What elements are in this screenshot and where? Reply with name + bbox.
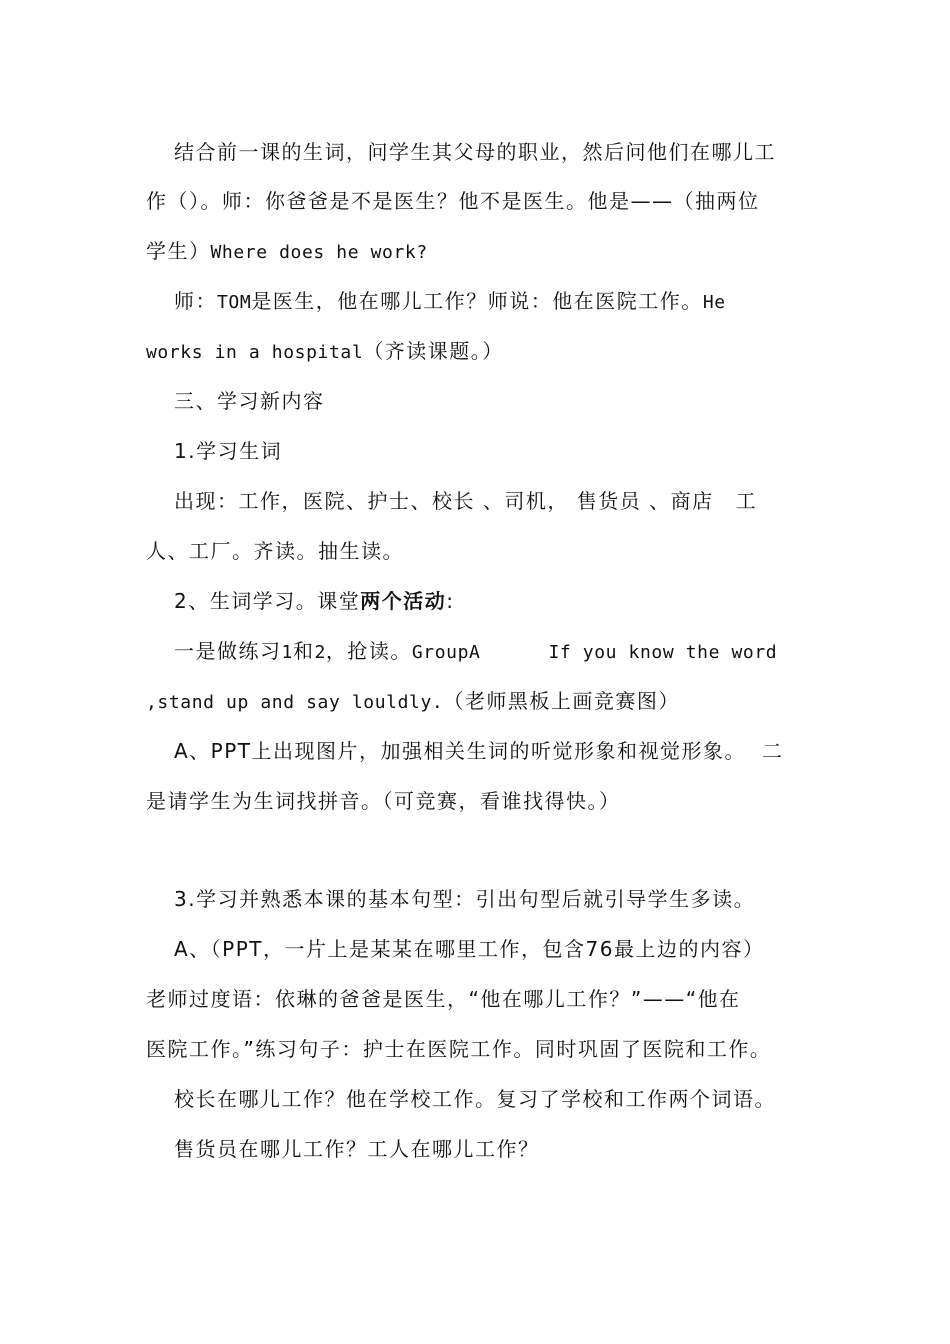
paragraph-6-line-2 xyxy=(146,983,808,1015)
english-text: GroupA xyxy=(411,642,481,663)
text: 一是做练习 xyxy=(174,639,282,663)
paragraph-1-line-2 xyxy=(146,185,808,217)
english-text: TOM xyxy=(217,292,252,313)
text: 上出现图片，加强相关生词的听觉形象和视觉形象。 xyxy=(251,739,747,763)
paragraph-5-line-1 xyxy=(174,735,836,767)
text: 二 xyxy=(762,739,784,763)
english-text: 1 xyxy=(281,642,293,663)
text: （老师黑板上画竞赛图） xyxy=(443,689,680,713)
english-text: ,stand up and say louldly. xyxy=(146,692,444,713)
paragraph-7 xyxy=(174,1083,836,1115)
english-text: works in a hospital xyxy=(146,342,364,363)
paragraph-6-line-1 xyxy=(174,933,836,965)
paragraph-5-line-2 xyxy=(146,785,808,817)
item-2-heading xyxy=(174,585,836,617)
text: 医院工作。”练习句子：护士在医院工作。同时巩固了医院和工作。 xyxy=(146,1037,772,1061)
text: 作（）。师：你爸爸是不是医生？他不是医生。他是——（抽两位 xyxy=(146,189,760,213)
paragraph-4-line-1 xyxy=(174,635,836,667)
emphasis-text: 两个活动 xyxy=(360,589,447,613)
paragraph-6-line-3 xyxy=(146,1033,808,1065)
item-3-heading xyxy=(174,883,836,915)
text: ，抢读。 xyxy=(325,639,412,663)
text: （齐读课题。） xyxy=(363,339,504,363)
section-heading-3 xyxy=(174,385,836,417)
paragraph-2-line-2 xyxy=(146,335,808,367)
text: 工 xyxy=(735,489,758,513)
english-text: Where does he work? xyxy=(210,242,428,263)
english-text: He xyxy=(702,292,726,313)
paragraph-1-line-3 xyxy=(146,235,808,267)
text: 是请学生为生词找拼音。（可竞赛，看谁找得快。） xyxy=(146,789,621,813)
text: 出现：工作，医院、护士、校长 、司机， 售货员 、商店 xyxy=(174,489,714,513)
text: 校长在哪儿工作？他在学校工作。复习了学校和工作两个词语。 xyxy=(174,1087,776,1111)
text: 3.学习并熟悉本课的基本句型：引出句型后就引导学生多读。 xyxy=(174,887,756,911)
item-1-heading xyxy=(174,435,836,467)
text: 人、工厂。齐读。抽生读。 xyxy=(146,539,404,563)
text: 三、学习新内容 xyxy=(174,389,325,413)
text: : xyxy=(446,589,455,613)
text: 结合前一课的生词，问学生其父母的职业，然后问他们在哪儿工 xyxy=(174,140,776,164)
text: 2、生词学习。课堂 xyxy=(174,589,361,613)
text: 售货员在哪儿工作？工人在哪儿工作？ xyxy=(174,1137,540,1161)
paragraph-3-line-1 xyxy=(174,485,836,517)
paragraph-4-line-2 xyxy=(146,685,808,717)
text: A、PPT xyxy=(174,739,252,763)
paragraph-3-line-2 xyxy=(146,535,808,567)
english-text: 2 xyxy=(314,642,326,663)
paragraph-8 xyxy=(174,1133,836,1165)
text: 学生） xyxy=(146,239,211,263)
text: 老师过度语：依琳的爸爸是医生，“他在哪儿工作？”——“他在 xyxy=(146,987,741,1011)
text: 1.学习生词 xyxy=(174,439,283,463)
paragraph-2-line-1 xyxy=(174,285,836,317)
text: 和 xyxy=(292,639,315,663)
text: A、（PPT，一片上是某某在哪里工作，包含76最上边的内容） xyxy=(174,937,765,961)
english-text: If you know the word xyxy=(548,642,778,663)
paragraph-1-line-1 xyxy=(174,136,836,168)
text: 师： xyxy=(174,289,217,313)
text: 是医生，他在哪儿工作？师说：他在医院工作。 xyxy=(251,289,703,313)
